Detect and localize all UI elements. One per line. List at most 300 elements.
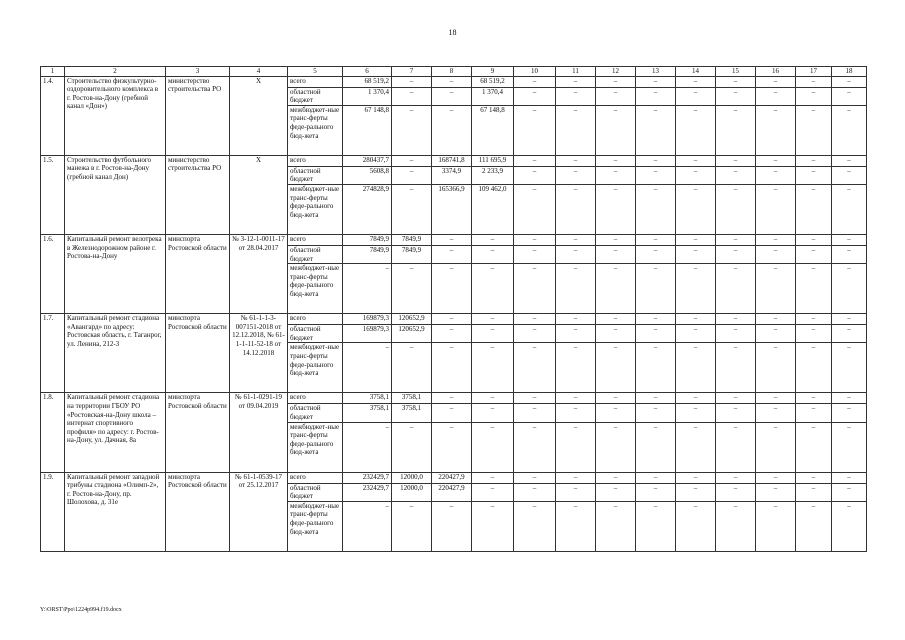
value-cell: –	[716, 184, 756, 234]
value-cell: –	[832, 87, 867, 105]
value-total: 3758,1	[343, 393, 392, 404]
executor: минспорта Ростовской области	[166, 472, 230, 551]
footer-path: Y:\ORST\Ppo\1224p994.f19.docx	[40, 607, 122, 613]
value-cell: –	[796, 234, 832, 245]
table-row	[41, 393, 867, 404]
value-cell: –	[392, 422, 432, 472]
value-cell: –	[556, 472, 596, 483]
expertise-doc: Х	[230, 76, 288, 155]
value-cell: –	[716, 87, 756, 105]
column-number: 12	[596, 67, 636, 77]
value-cell: –	[596, 501, 636, 551]
value-total: 232429,7	[343, 483, 392, 501]
column-number: 18	[832, 67, 867, 77]
value-cell: –	[514, 501, 556, 551]
row-number: 1.5.	[41, 155, 65, 234]
value-cell: –	[676, 166, 716, 184]
value-cell: 3374,9	[432, 166, 472, 184]
value-cell: –	[832, 404, 867, 422]
value-cell: –	[556, 76, 596, 87]
value-cell: –	[756, 166, 796, 184]
column-number: 17	[796, 67, 832, 77]
value-cell: –	[796, 184, 832, 234]
value-cell: –	[514, 264, 556, 314]
value-cell: –	[796, 343, 832, 393]
value-cell: –	[832, 76, 867, 87]
value-cell: –	[676, 234, 716, 245]
value-cell: –	[596, 184, 636, 234]
value-cell: 120652,9	[392, 314, 432, 325]
value-cell: –	[514, 234, 556, 245]
value-cell: –	[636, 245, 676, 263]
value-cell: 220427,9	[432, 472, 472, 483]
value-cell: –	[796, 245, 832, 263]
value-cell: –	[472, 314, 514, 325]
value-cell: –	[756, 422, 796, 472]
value-total: 7849,9	[343, 245, 392, 263]
value-cell: –	[796, 404, 832, 422]
value-total: 68 519,2	[343, 76, 392, 87]
funding-source: областной бюджет	[288, 166, 343, 184]
funding-source: всего	[288, 155, 343, 166]
value-cell: –	[432, 76, 472, 87]
value-cell: –	[596, 87, 636, 105]
value-cell: –	[432, 404, 472, 422]
value-cell: –	[676, 314, 716, 325]
value-cell: –	[756, 105, 796, 155]
value-cell: –	[556, 422, 596, 472]
value-cell: –	[556, 404, 596, 422]
value-cell: –	[514, 245, 556, 263]
value-cell: –	[716, 264, 756, 314]
object-name: Капитальный ремонт велотрека в Железнодорожном районе г. Ростова-на-Дону	[65, 234, 166, 313]
value-cell: –	[756, 325, 796, 343]
value-cell: –	[796, 501, 832, 551]
value-total: –	[343, 501, 392, 551]
value-cell: –	[636, 501, 676, 551]
value-cell: –	[832, 155, 867, 166]
value-cell: –	[596, 76, 636, 87]
budget-table	[40, 66, 867, 552]
value-cell: –	[756, 184, 796, 234]
value-cell: –	[514, 76, 556, 87]
value-cell: –	[596, 422, 636, 472]
value-cell: –	[756, 483, 796, 501]
value-cell: –	[432, 343, 472, 393]
value-total: 1 370,4	[343, 87, 392, 105]
value-cell: –	[392, 343, 432, 393]
value-cell: –	[716, 404, 756, 422]
value-total: 274828,9	[343, 184, 392, 234]
value-cell: –	[514, 184, 556, 234]
value-cell: –	[756, 76, 796, 87]
value-cell: –	[676, 393, 716, 404]
value-cell: –	[514, 87, 556, 105]
value-cell: –	[796, 393, 832, 404]
executor: минспорта Ростовской области	[166, 234, 230, 313]
value-cell: –	[636, 184, 676, 234]
value-cell: –	[832, 264, 867, 314]
value-cell: –	[636, 166, 676, 184]
value-cell: –	[796, 76, 832, 87]
value-cell: –	[392, 155, 432, 166]
value-cell: –	[636, 234, 676, 245]
value-cell: –	[556, 393, 596, 404]
value-cell: –	[636, 404, 676, 422]
value-cell: –	[596, 245, 636, 263]
value-cell: –	[472, 264, 514, 314]
value-cell: –	[432, 245, 472, 263]
value-cell: –	[832, 472, 867, 483]
value-cell: –	[556, 184, 596, 234]
funding-source: межбюджет-ные транс-ферты феде-рального бюд-жета	[288, 184, 343, 234]
expertise-doc: Х	[230, 155, 288, 234]
value-cell: –	[716, 155, 756, 166]
value-cell: –	[676, 325, 716, 343]
column-number: 7	[392, 67, 432, 77]
value-total: 5608,8	[343, 166, 392, 184]
value-cell: –	[756, 264, 796, 314]
value-cell: –	[432, 314, 472, 325]
value-cell: –	[636, 76, 676, 87]
value-cell: –	[596, 483, 636, 501]
value-cell: –	[676, 105, 716, 155]
value-cell: –	[832, 393, 867, 404]
value-cell: –	[676, 501, 716, 551]
value-cell: 68 519,2	[472, 76, 514, 87]
value-cell: –	[596, 105, 636, 155]
value-cell: –	[392, 264, 432, 314]
object-name: Капитальный ремонт стадиона на территории ГБОУ РО «Ростовская-на-Дону школа – интернат спортивного профиля» по адресу: г. Ростов-на-Дону, ул. Дачная, 8а	[65, 393, 166, 472]
table-row	[41, 76, 867, 87]
value-cell: –	[832, 483, 867, 501]
column-number: 2	[65, 67, 166, 77]
value-cell: –	[676, 245, 716, 263]
value-cell: –	[636, 87, 676, 105]
value-cell: –	[676, 472, 716, 483]
funding-source: межбюджет-ные транс-ферты феде-рального бюд-жета	[288, 422, 343, 472]
value-cell: –	[676, 483, 716, 501]
column-number: 5	[288, 67, 343, 77]
value-cell: –	[472, 501, 514, 551]
column-number: 1	[41, 67, 65, 77]
value-cell: 3758,1	[392, 393, 432, 404]
value-cell: –	[392, 166, 432, 184]
value-cell: –	[636, 393, 676, 404]
value-cell: –	[676, 76, 716, 87]
header-row	[41, 67, 867, 77]
value-cell: 7849,9	[392, 245, 432, 263]
value-cell: –	[832, 105, 867, 155]
value-cell: –	[392, 76, 432, 87]
value-cell: –	[676, 264, 716, 314]
executor: министерство строительства РО	[166, 155, 230, 234]
row-number: 1.7.	[41, 314, 65, 393]
funding-source: областной бюджет	[288, 325, 343, 343]
column-number: 4	[230, 67, 288, 77]
value-cell: –	[796, 264, 832, 314]
value-cell: –	[472, 245, 514, 263]
value-cell: –	[756, 393, 796, 404]
value-cell: 3758,1	[392, 404, 432, 422]
funding-source: областной бюджет	[288, 483, 343, 501]
funding-source: всего	[288, 234, 343, 245]
value-total: 7849,9	[343, 234, 392, 245]
value-cell: –	[432, 264, 472, 314]
value-cell: –	[716, 343, 756, 393]
value-total: 169879,3	[343, 325, 392, 343]
column-number: 14	[676, 67, 716, 77]
value-cell: –	[472, 404, 514, 422]
column-number: 15	[716, 67, 756, 77]
value-total: 67 148,8	[343, 105, 392, 155]
value-cell: 111 695,9	[472, 155, 514, 166]
value-cell: –	[596, 264, 636, 314]
row-number: 1.6.	[41, 234, 65, 313]
funding-source: областной бюджет	[288, 404, 343, 422]
object-name: Капитальный ремонт западной трибуны стадиона «Олимп-2», г. Ростов-на-Дону, пр. Шолохова, д. 31е	[65, 472, 166, 551]
value-cell: –	[514, 483, 556, 501]
value-cell: –	[676, 155, 716, 166]
value-cell: –	[392, 105, 432, 155]
column-number: 10	[514, 67, 556, 77]
value-cell: –	[392, 501, 432, 551]
funding-source: всего	[288, 472, 343, 483]
value-cell: 165366,9	[432, 184, 472, 234]
value-cell: –	[556, 325, 596, 343]
column-number: 16	[756, 67, 796, 77]
value-cell: –	[756, 155, 796, 166]
value-cell: –	[716, 314, 756, 325]
executor: минспорта Ростовской области	[166, 393, 230, 472]
value-cell: –	[556, 87, 596, 105]
expertise-doc: № 61-1-0291-19 от 09.04.2019	[230, 393, 288, 472]
value-cell: –	[716, 105, 756, 155]
value-cell: –	[716, 501, 756, 551]
table-row	[41, 234, 867, 245]
value-cell: –	[796, 472, 832, 483]
funding-source: областной бюджет	[288, 245, 343, 263]
funding-source: областной бюджет	[288, 87, 343, 105]
value-cell: –	[556, 245, 596, 263]
object-name: Строительство физкультурно-оздоровительного комплекса в г. Ростов-на-Дону (гребной канал «Дон»)	[65, 76, 166, 155]
value-cell: –	[636, 483, 676, 501]
value-cell: –	[832, 234, 867, 245]
column-number: 11	[556, 67, 596, 77]
row-number: 1.4.	[41, 76, 65, 155]
value-cell: –	[556, 264, 596, 314]
expertise-doc: № 61-1-1-3-007151-2018 от 12.12.2018, № 61-1-1-11-52-18 от 14.12.2018	[230, 314, 288, 393]
value-cell: –	[832, 343, 867, 393]
value-cell: –	[716, 234, 756, 245]
value-total: 3758,1	[343, 404, 392, 422]
value-total: 169879,3	[343, 314, 392, 325]
value-cell: –	[556, 314, 596, 325]
value-cell: –	[636, 472, 676, 483]
table-body	[41, 67, 867, 552]
value-cell: –	[756, 245, 796, 263]
value-cell: –	[596, 325, 636, 343]
value-cell: –	[514, 325, 556, 343]
value-cell: –	[432, 105, 472, 155]
value-cell: –	[636, 343, 676, 393]
executor: министерство строительства РО	[166, 76, 230, 155]
value-cell: –	[756, 343, 796, 393]
value-cell: –	[596, 404, 636, 422]
value-cell: –	[716, 325, 756, 343]
value-cell: –	[832, 325, 867, 343]
row-number: 1.8.	[41, 393, 65, 472]
value-cell: –	[596, 155, 636, 166]
value-cell: –	[832, 166, 867, 184]
value-cell: –	[832, 245, 867, 263]
value-cell: –	[556, 166, 596, 184]
value-cell: 109 462,0	[472, 184, 514, 234]
value-cell: –	[596, 314, 636, 325]
funding-source: всего	[288, 314, 343, 325]
value-cell: –	[472, 343, 514, 393]
value-cell: –	[514, 166, 556, 184]
value-cell: –	[796, 87, 832, 105]
value-cell: 1 370,4	[472, 87, 514, 105]
value-cell: –	[472, 483, 514, 501]
value-cell: –	[432, 501, 472, 551]
value-cell: –	[796, 325, 832, 343]
column-number: 3	[166, 67, 230, 77]
funding-source: всего	[288, 76, 343, 87]
value-cell: –	[756, 234, 796, 245]
table-row	[41, 155, 867, 166]
value-cell: –	[432, 325, 472, 343]
value-cell: –	[756, 501, 796, 551]
value-cell: 12000,0	[392, 483, 432, 501]
value-cell: –	[514, 404, 556, 422]
value-cell: –	[514, 105, 556, 155]
row-number: 1.9.	[41, 472, 65, 551]
funding-source: межбюджет-ные транс-ферты феде-рального бюд-жета	[288, 501, 343, 551]
value-cell: 2 233,9	[472, 166, 514, 184]
column-number: 9	[472, 67, 514, 77]
value-cell: –	[472, 234, 514, 245]
value-cell: –	[832, 501, 867, 551]
value-cell: –	[756, 314, 796, 325]
value-cell: –	[556, 343, 596, 393]
value-cell: –	[596, 393, 636, 404]
value-cell: –	[796, 105, 832, 155]
column-number: 6	[343, 67, 392, 77]
value-total: –	[343, 422, 392, 472]
value-cell: –	[796, 422, 832, 472]
value-cell: –	[796, 314, 832, 325]
value-cell: –	[556, 501, 596, 551]
value-cell: –	[796, 155, 832, 166]
value-cell: 67 148,8	[472, 105, 514, 155]
value-cell: –	[514, 343, 556, 393]
value-cell: –	[716, 393, 756, 404]
value-cell: –	[472, 393, 514, 404]
value-cell: –	[756, 87, 796, 105]
value-cell: –	[832, 314, 867, 325]
value-cell: –	[556, 105, 596, 155]
value-cell: –	[716, 422, 756, 472]
value-cell: –	[676, 404, 716, 422]
value-cell: –	[514, 422, 556, 472]
value-total: –	[343, 343, 392, 393]
value-cell: –	[514, 393, 556, 404]
value-cell: –	[596, 234, 636, 245]
column-number: 13	[636, 67, 676, 77]
value-cell: –	[514, 155, 556, 166]
value-cell: –	[756, 472, 796, 483]
value-cell: –	[676, 184, 716, 234]
object-name: Строительство футбольного манежа в г. Ростов-на-Дону (гребной канал Дон)	[65, 155, 166, 234]
value-cell: 12000,0	[392, 472, 432, 483]
value-cell: –	[636, 325, 676, 343]
value-cell: –	[636, 264, 676, 314]
value-cell: –	[796, 483, 832, 501]
value-cell: –	[676, 87, 716, 105]
value-total: –	[343, 264, 392, 314]
value-cell: –	[716, 472, 756, 483]
object-name: Капитальный ремонт стадиона «Авангард» по адресу: Ростовская область, г. Таганрог, ул. Ленина, 212-3	[65, 314, 166, 393]
value-cell: –	[596, 472, 636, 483]
value-cell: –	[636, 422, 676, 472]
expertise-doc: № 61-1-0539-17 от 25.12.2017	[230, 472, 288, 551]
value-cell: –	[432, 422, 472, 472]
value-cell: –	[716, 76, 756, 87]
value-cell: –	[432, 87, 472, 105]
value-cell: –	[556, 483, 596, 501]
value-cell: –	[832, 184, 867, 234]
value-cell: –	[472, 325, 514, 343]
table-row	[41, 314, 867, 325]
value-total: 280437,7	[343, 155, 392, 166]
value-cell: –	[556, 234, 596, 245]
value-cell: –	[472, 472, 514, 483]
value-cell: –	[676, 343, 716, 393]
column-number: 8	[432, 67, 472, 77]
value-cell: –	[676, 422, 716, 472]
table-row	[41, 472, 867, 483]
funding-source: межбюджет-ные транс-ферты феде-рального бюд-жета	[288, 105, 343, 155]
value-cell: –	[716, 483, 756, 501]
value-cell: –	[636, 105, 676, 155]
value-cell: 168741,8	[432, 155, 472, 166]
value-cell: –	[432, 234, 472, 245]
value-cell: –	[596, 343, 636, 393]
value-cell: –	[514, 472, 556, 483]
value-cell: 220427,9	[432, 483, 472, 501]
value-total: 232429,7	[343, 472, 392, 483]
value-cell: –	[716, 245, 756, 263]
value-cell: –	[472, 422, 514, 472]
value-cell: –	[392, 184, 432, 234]
value-cell: –	[716, 166, 756, 184]
funding-source: межбюджет-ные транс-ферты феде-рального бюд-жета	[288, 264, 343, 314]
value-cell: –	[832, 422, 867, 472]
value-cell: –	[596, 166, 636, 184]
value-cell: –	[756, 404, 796, 422]
value-cell: –	[636, 314, 676, 325]
value-cell: –	[392, 87, 432, 105]
value-cell: –	[556, 155, 596, 166]
executor: минспорта Ростовской области	[166, 314, 230, 393]
page-number: 18	[448, 28, 457, 37]
value-cell: –	[514, 314, 556, 325]
funding-source: всего	[288, 393, 343, 404]
expertise-doc: № 3-12-1-0011-17 от 28.04.2017	[230, 234, 288, 313]
funding-source: межбюджет-ные транс-ферты феде-рального бюд-жета	[288, 343, 343, 393]
